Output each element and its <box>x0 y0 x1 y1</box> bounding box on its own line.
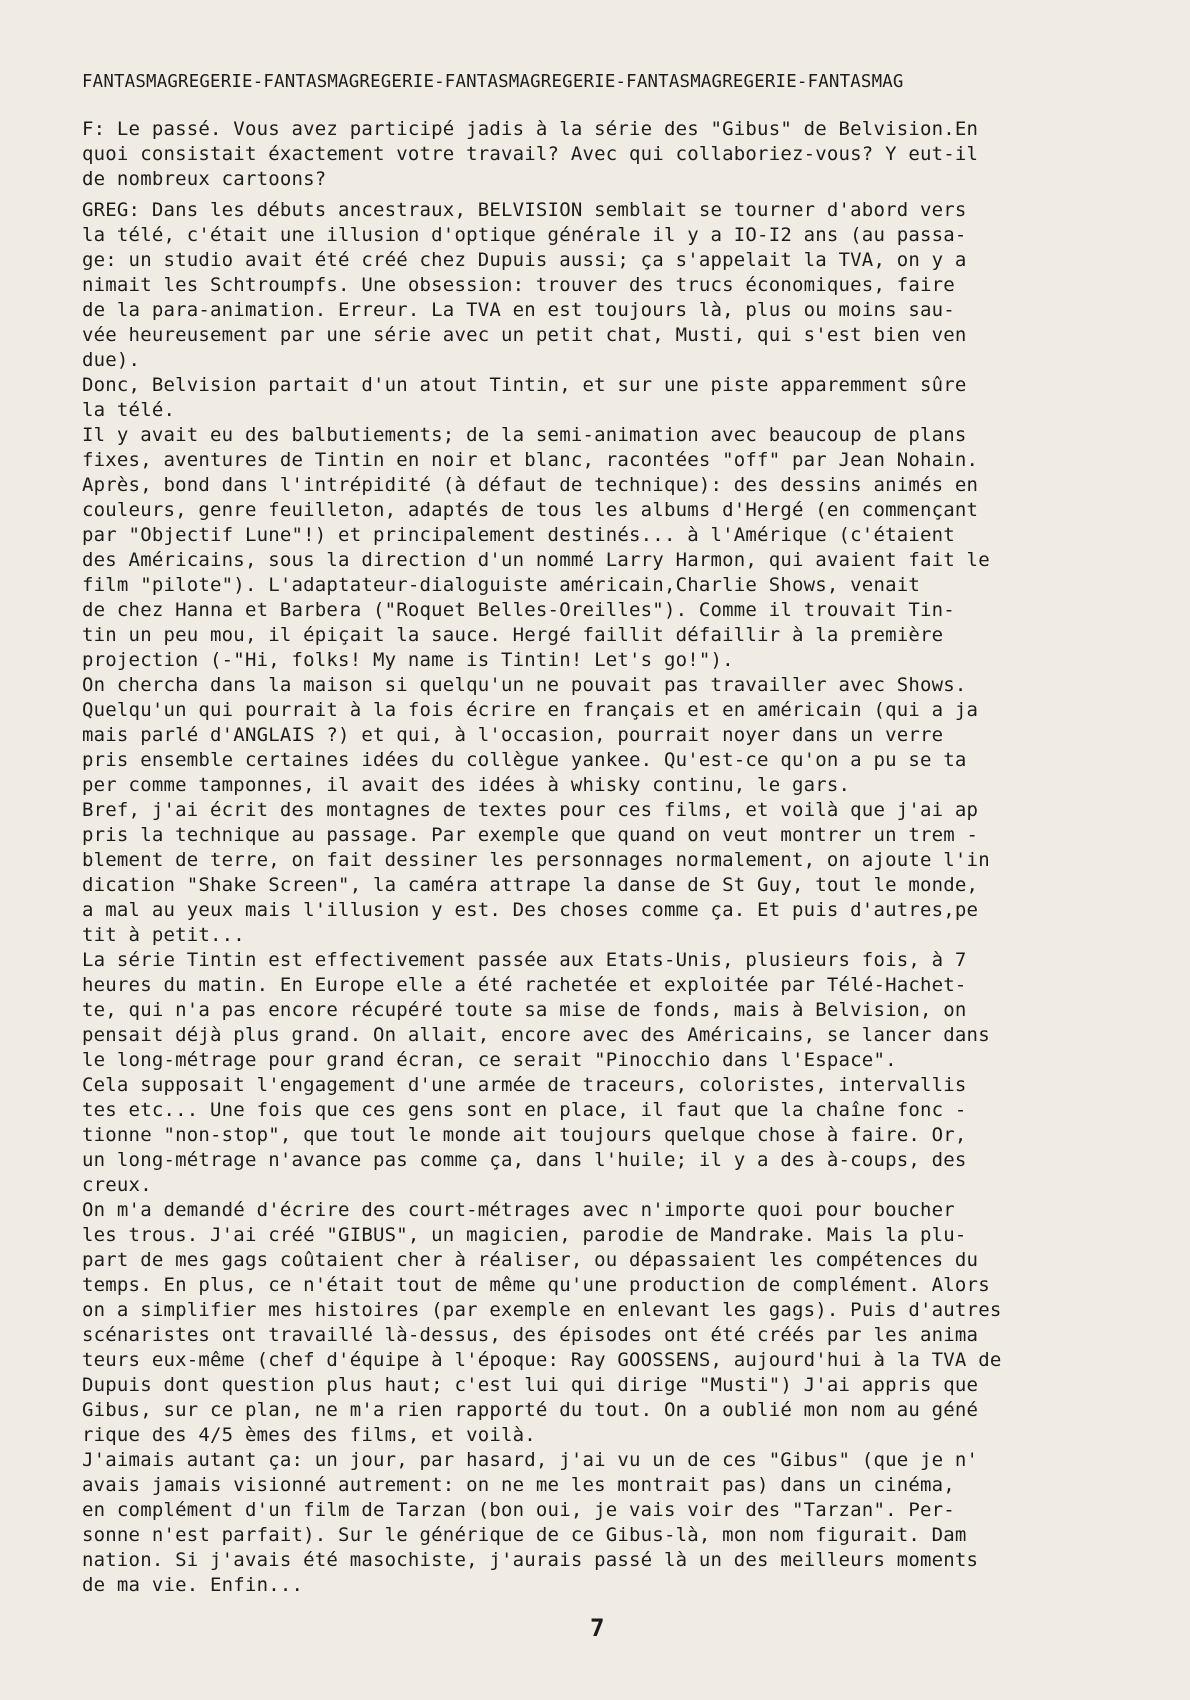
answer-line: tionne "non-stop", que tout le monde ait toujours quelque chose à faire. Or, <box>82 1124 967 1146</box>
answer-line: un long-métrage n'avance pas comme ça, dans l'huile; il y a des à-coups, des <box>82 1149 967 1171</box>
answer-line: J'aimais autant ça: un jour, par hasard, j'ai vu un de ces "Gibus" (que je n' <box>82 1449 979 1471</box>
running-header: FANTASMAGREGERIE-FANTASMAGREGERIE-FANTASMAGREGERIE-FANTASMAGREGERIE-FANTASMAG <box>82 72 904 92</box>
answer-line: vée heureusement par une série avec un petit chat, Musti, qui s'est bien ven <box>82 324 967 346</box>
answer-line: pensait déjà plus grand. On allait, encore avec des Américains, se lancer dans <box>82 1024 990 1046</box>
answer-line: Cela supposait l'engagement d'une armée de traceurs, coloristes, intervallis <box>82 1074 967 1096</box>
answer-line: Dupuis dont question plus haut; c'est lui qui dirige "Musti") J'ai appris que <box>82 1374 979 1396</box>
answer-line: pris ensemble certaines idées du collègue yankee. Qu'est-ce qu'on a pu se ta <box>82 749 967 771</box>
question-line: quoi consistait éxactement votre travail? Avec qui collaboriez-vous? Y eut-il <box>82 143 979 165</box>
answer-line: teurs eux-même (chef d'équipe à l'époque: Ray GOOSSENS, aujourd'hui à la TVA de <box>82 1349 1002 1371</box>
answer-line: per comme tamponnes, il avait des idées à whisky continu, le gars. <box>82 774 851 796</box>
answer-line: scénaristes ont travaillé là-dessus, des épisodes ont été créés par les anima <box>82 1324 979 1346</box>
answer-line: des Américains, sous la direction d'un nommé Larry Harmon, qui avaient fait le <box>82 549 990 571</box>
answer-line: On m'a demandé d'écrire des court-métrages avec n'importe quoi pour boucher <box>82 1199 955 1221</box>
answer-line: nimait les Schtroumpfs. Une obsession: trouver des trucs économiques, faire <box>82 274 955 296</box>
answer-line: Il y avait eu des balbutiements; de la semi-animation avec beaucoup de plans <box>82 424 967 446</box>
answer-line: tin un peu mou, il épiçait la sauce. Hergé faillit défaillir à la première <box>82 624 944 646</box>
answer-line: dication "Shake Screen", la caméra attrape la danse de St Guy, tout le monde, <box>82 874 979 896</box>
answer-line: rique des 4/5 èmes des films, et voilà. <box>82 1424 536 1446</box>
answer-line: tes etc... Une fois que ces gens sont en place, il faut que la chaîne fonc - <box>82 1099 967 1121</box>
answer-line: en complément d'un film de Tarzan (bon oui, je vais voir des "Tarzan". Per- <box>82 1499 955 1521</box>
question-line: F: Le passé. Vous avez participé jadis à la série des "Gibus" de Belvision.En <box>82 118 979 140</box>
answer-line: creux. <box>82 1174 152 1196</box>
answer-line: on a simplifier mes histoires (par exemple en enlevant les gags). Puis d'autres <box>82 1299 1002 1321</box>
answer-line: sonne n'est parfait). Sur le générique de ce Gibus-là, mon nom figurait. Dam <box>82 1524 967 1546</box>
answer-line: la télé. <box>82 399 176 421</box>
answer-line: pris la technique au passage. Par exemple que quand on veut montrer un trem - <box>82 824 979 846</box>
answer-line: de chez Hanna et Barbera ("Roquet Belles-Oreilles"). Comme il trouvait Tin- <box>82 599 955 621</box>
answer-line: part de mes gags coûtaient cher à réaliser, ou dépassaient les compétences du <box>82 1249 979 1271</box>
question-block <box>82 117 1122 192</box>
answer-line: GREG: Dans les débuts ancestraux, BELVISION semblait se tourner d'abord vers <box>82 199 967 221</box>
answer-line: les trous. J'ai créé "GIBUS", un magicien, parodie de Mandrake. Mais la plu- <box>82 1224 967 1246</box>
answer-line: heures du matin. En Europe elle a été rachetée et exploitée par Télé-Hachet- <box>82 974 967 996</box>
answer-block <box>82 198 1122 1598</box>
answer-line: fixes, aventures de Tintin en noir et blanc, racontées "off" par Jean Nohain. <box>82 449 979 471</box>
interview-body <box>82 117 1122 1598</box>
page-number: 7 <box>590 1614 605 1642</box>
answer-line: temps. En plus, ce n'était tout de même qu'une production de complément. Alors <box>82 1274 990 1296</box>
answer-line: On chercha dans la maison si quelqu'un ne pouvait pas travailler avec Shows. <box>82 674 967 696</box>
answer-line: Après, bond dans l'intrépidité (à défaut de technique): des dessins animés en <box>82 474 979 496</box>
answer-line: le long-métrage pour grand écran, ce serait "Pinocchio dans l'Espace". <box>82 1049 897 1071</box>
answer-line: mais parlé d'ANGLAIS ?) et qui, à l'occasion, pourrait noyer dans un verre <box>82 724 944 746</box>
question-line: de nombreux cartoons? <box>82 168 327 190</box>
answer-line: Donc, Belvision partait d'un atout Tintin, et sur une piste apparemment sûre <box>82 374 967 396</box>
answer-line: Quelqu'un qui pourrait à la fois écrire en français et en américain (qui a ja <box>82 699 979 721</box>
answer-line: Gibus, sur ce plan, ne m'a rien rapporté du tout. On a oublié mon nom au géné <box>82 1399 979 1421</box>
answer-line: de la para-animation. Erreur. La TVA en est toujours là, plus ou moins sau- <box>82 299 955 321</box>
answer-line: tit à petit... <box>82 924 245 946</box>
answer-line: avais jamais visionné autrement: on ne me les montrait pas) dans un cinéma, <box>82 1474 955 1496</box>
answer-line: nation. Si j'avais été masochiste, j'aurais passé là un des meilleurs moments <box>82 1549 979 1571</box>
answer-line: projection (-"Hi, folks! My name is Tintin! Let's go!"). <box>82 649 734 671</box>
answer-line: te, qui n'a pas encore récupéré toute sa mise de fonds, mais à Belvision, on <box>82 999 967 1021</box>
answer-line: blement de terre, on fait dessiner les personnages normalement, on ajoute l'in <box>82 849 990 871</box>
answer-line: ge: un studio avait été créé chez Dupuis aussi; ça s'appelait la TVA, on y a <box>82 249 967 271</box>
answer-line: La série Tintin est effectivement passée aux Etats-Unis, plusieurs fois, à 7 <box>82 949 967 971</box>
answer-line: a mal au yeux mais l'illusion y est. Des choses comme ça. Et puis d'autres,pe <box>82 899 979 921</box>
answer-line: de ma vie. Enfin... <box>82 1574 304 1596</box>
answer-line: couleurs, genre feuilleton, adaptés de tous les albums d'Hergé (en commençant <box>82 499 979 521</box>
answer-line: par "Objectif Lune"!) et principalement destinés... à l'Amérique (c'étaient <box>82 524 955 546</box>
answer-line: film "pilote"). L'adaptateur-dialoguiste américain,Charlie Shows, venait <box>82 574 921 596</box>
answer-line: due). <box>82 349 141 371</box>
answer-line: Bref, j'ai écrit des montagnes de textes pour ces films, et voilà que j'ai ap <box>82 799 979 821</box>
answer-line: la télé, c'était une illusion d'optique générale il y a IO-I2 ans (au passa- <box>82 224 967 246</box>
